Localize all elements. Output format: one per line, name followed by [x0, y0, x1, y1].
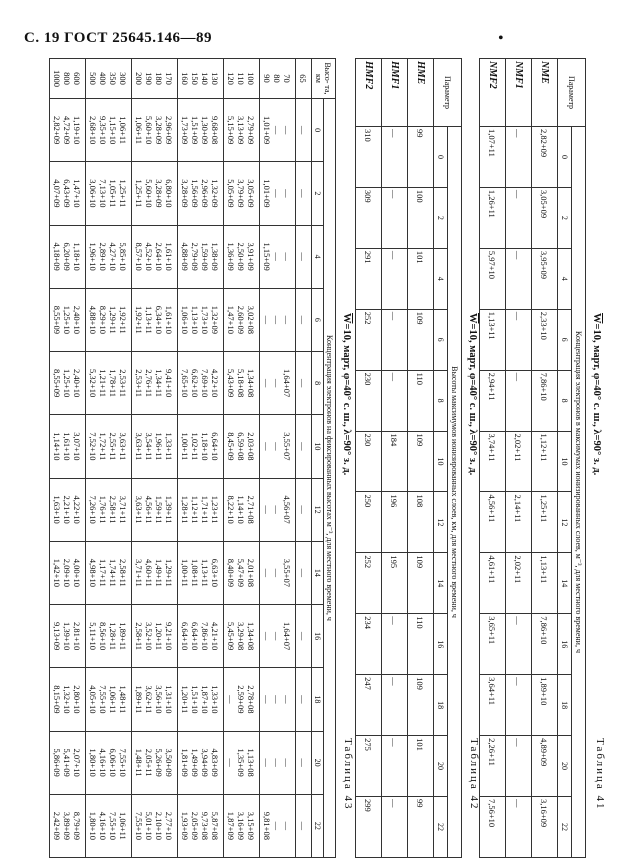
column-header-8: 8: [312, 352, 324, 415]
param-cell: HMF1: [382, 59, 408, 127]
column-header-2: 2: [312, 162, 324, 225]
value-cell: 109: [408, 553, 434, 614]
table-row-group: [86, 59, 132, 858]
value-cell: 1,06+11 7,55+10 4,16+10 1,80+10: [86, 794, 132, 857]
value-cell: 252: [356, 553, 382, 614]
value-cell: 7,86+10: [532, 614, 558, 675]
value-cell: — — 1,01+09: [260, 99, 296, 162]
value-cell: —: [506, 127, 532, 188]
value-cell: —: [296, 478, 312, 541]
value-cell: 247: [356, 675, 382, 736]
value-cell: — — —: [260, 288, 296, 351]
table-row-group: [224, 59, 260, 858]
value-cell: 3,91+09 2,50+09 1,36+09: [224, 225, 260, 288]
value-cell: 1,12+11: [532, 431, 558, 492]
column-header-10: 10: [312, 415, 324, 478]
height-cell: 65: [296, 59, 312, 99]
column-header-20: 20: [558, 736, 572, 797]
value-cell: 1,25+11 1,05+11 7,13+10 3,06+10: [86, 162, 132, 225]
value-cell: 1,29+11 1,49+11 4,60+11 3,71+11: [132, 541, 178, 604]
value-cell: —: [296, 288, 312, 351]
value-cell: 3,71+11 2,58+11 1,76+11 7,26+10: [86, 478, 132, 541]
table-row: [532, 59, 558, 858]
value-cell: —: [382, 309, 408, 370]
value-cell: 1,33+10 1,87+10 1,51+10 1,20+11: [178, 668, 224, 731]
value-cell: —: [382, 370, 408, 431]
table-row-group: [296, 59, 312, 858]
table-41-label: Таблица 41: [594, 738, 606, 811]
column-header-10: 10: [434, 431, 448, 492]
value-cell: 275: [356, 736, 382, 797]
column-header-10: 10: [558, 431, 572, 492]
value-cell: —: [382, 187, 408, 248]
table-43-label: Таблица 43: [342, 738, 354, 811]
value-cell: 1,38+09 1,59+09 2,79+09 4,88+09: [178, 225, 224, 288]
table-43-height-header: Высо- та, км: [312, 59, 336, 99]
value-cell: 9,41+10 1,34+11 2,76+11 2,53+11: [132, 352, 178, 415]
table-43-column-header-row: [312, 59, 324, 858]
value-cell: —: [506, 614, 532, 675]
value-cell: —: [296, 794, 312, 857]
value-cell: 2,01+08 5,47+09 8,40+09: [224, 541, 260, 604]
value-cell: 3,65+11: [480, 614, 506, 675]
value-cell: 1,34+08 5,18+08 5,43+09: [224, 352, 260, 415]
value-cell: 3,05+09 3,79+09 5,05+09: [224, 162, 260, 225]
column-header-16: 16: [558, 614, 572, 675]
column-header-0: 0: [434, 127, 448, 188]
value-cell: 1,26+11: [480, 187, 506, 248]
value-cell: —: [296, 225, 312, 288]
table-42-body: [356, 59, 434, 858]
value-cell: 2,79+09 3,13+09 5,15+09: [224, 99, 260, 162]
value-cell: 230: [356, 431, 382, 492]
value-cell: 1,13+11: [532, 553, 558, 614]
value-cell: —: [506, 370, 532, 431]
column-header-12: 12: [434, 492, 448, 553]
value-cell: 3,74+11: [480, 431, 506, 492]
table-41-subheader: Концентрация электронов в максимумах ионизированных слоев, м⁻³, для местного времени, ч: [572, 127, 586, 858]
param-cell: HME: [408, 59, 434, 127]
table-43-caption: [341, 313, 352, 475]
value-cell: —: [296, 605, 312, 668]
value-cell: — — —: [260, 731, 296, 794]
value-cell: — — 1,01+09: [260, 162, 296, 225]
value-cell: —: [296, 99, 312, 162]
height-cell: 100 110 120: [224, 59, 260, 99]
column-header-22: 22: [312, 794, 324, 857]
value-cell: 6,63+10 1,13+11 1,08+11 1,00+11: [178, 541, 224, 604]
value-cell: 196: [382, 492, 408, 553]
height-cell: 600 800 1000: [50, 59, 86, 99]
column-header-18: 18: [558, 675, 572, 736]
column-header-22: 22: [558, 796, 572, 857]
column-header-4: 4: [312, 225, 324, 288]
table-43: [49, 58, 336, 858]
value-cell: 2,03+08 6,59+08 8,45+09: [224, 415, 260, 478]
param-cell: NMF1: [506, 59, 532, 127]
value-cell: 6,64+10 1,18+10 1,02+11 1,00+11: [178, 415, 224, 478]
table-41-param-header: Параметр: [558, 59, 586, 127]
table-row: [480, 59, 506, 858]
value-cell: —: [296, 415, 312, 478]
margin-mark: •: [498, 30, 504, 47]
column-header-8: 8: [434, 370, 448, 431]
value-cell: 6,80+10 3,28+09 5,60+10 1,25+11: [132, 162, 178, 225]
value-cell: 5,87+08 9,73+08 2,05+09 1,93+09: [178, 794, 224, 857]
value-cell: 2,80+10 1,32+10 8,15+09: [50, 668, 86, 731]
value-cell: 4,56+11: [480, 492, 506, 553]
value-cell: 1,07+11: [480, 127, 506, 188]
value-cell: 230: [356, 370, 382, 431]
value-cell: 2,94+11: [480, 370, 506, 431]
value-cell: 7,56+10: [480, 796, 506, 857]
table-42-caption-w: $\overline{W}$: [467, 313, 478, 324]
value-cell: 1,39+11 1,59+11 4,56+11 3,63+11: [132, 478, 178, 541]
value-cell: 2,58+11 1,74+11 1,17+11 4,98+10: [86, 541, 132, 604]
value-cell: 2,53+11 1,78+11 1,21+11 5,32+10: [86, 352, 132, 415]
value-cell: 2,40+10 1,25+10 8,55+09: [50, 352, 86, 415]
table-41-body: [480, 59, 558, 858]
value-cell: 252: [356, 309, 382, 370]
param-cell: HMF2: [356, 59, 382, 127]
value-cell: 1,61+10 6,34+10 1,13+11 1,92+11: [132, 288, 178, 351]
column-header-2: 2: [558, 187, 572, 248]
column-header-4: 4: [558, 248, 572, 309]
value-cell: 1,19+10 4,72+09 2,82+09: [50, 99, 86, 162]
value-cell: 3,95+09: [532, 248, 558, 309]
value-cell: 309: [356, 187, 382, 248]
table-42-label: Таблица 42: [468, 738, 480, 811]
value-cell: 4,56+07 — —: [260, 478, 296, 541]
value-cell: 3,16+09: [532, 796, 558, 857]
page-header: С. 19 ГОСТ 25645.146—89: [24, 30, 212, 46]
table-row-group: [132, 59, 178, 858]
value-cell: 3,55+07 — —: [260, 541, 296, 604]
table-row: [382, 59, 408, 858]
value-cell: 101: [408, 736, 434, 797]
column-header-0: 0: [312, 99, 324, 162]
value-cell: 1,61+10 2,64+10 4,52+10 8,57+10: [132, 225, 178, 288]
value-cell: — — —: [260, 668, 296, 731]
value-cell: —: [506, 187, 532, 248]
column-header-6: 6: [434, 309, 448, 370]
value-cell: —: [382, 675, 408, 736]
table-43-caption-text: =10, март, φ=40° с. ш., λ=90° з. д.: [341, 323, 352, 476]
value-cell: 2,78+08 2,59+09 —: [224, 668, 260, 731]
value-cell: 1,13+08 1,35+09 —: [224, 731, 260, 794]
value-cell: —: [296, 162, 312, 225]
height-cell: 170 180 190 200: [132, 59, 178, 99]
column-header-6: 6: [312, 288, 324, 351]
column-header-14: 14: [312, 541, 324, 604]
column-header-4: 4: [434, 248, 448, 309]
table-41-caption-w: $\overline{W}$: [591, 313, 602, 324]
table-42-caption: [467, 313, 478, 475]
table-43-caption-w: $\overline{W}$: [341, 313, 352, 324]
value-cell: —: [382, 127, 408, 188]
value-cell: 3,63+11 2,55+11 1,72+11 7,52+10: [86, 415, 132, 478]
column-header-14: 14: [434, 553, 448, 614]
value-cell: 1,92+11 1,29+11 8,29+10 4,88+10: [86, 288, 132, 351]
column-header-20: 20: [434, 736, 448, 797]
value-cell: 2,02+11: [506, 553, 532, 614]
value-cell: —: [506, 309, 532, 370]
value-cell: 234: [356, 614, 382, 675]
table-row-group: [178, 59, 224, 858]
value-cell: 2,33+10: [532, 309, 558, 370]
value-cell: —: [506, 736, 532, 797]
value-cell: 1,48+11 1,06+11 7,55+10 4,05+10: [86, 668, 132, 731]
value-cell: 1,32+09 1,73+10 1,13+10 1,06+10: [178, 288, 224, 351]
value-cell: 2,07+10 5,41+09 5,86+09: [50, 731, 86, 794]
column-header-16: 16: [312, 605, 324, 668]
value-cell: 2,77+10 2,10+10 5,01+10 7,55+10: [132, 794, 178, 857]
param-cell: NME: [532, 59, 558, 127]
table-row: [408, 59, 434, 858]
value-cell: 3,55+07 — —: [260, 415, 296, 478]
column-header-22: 22: [434, 796, 448, 857]
table-41-caption: [591, 313, 602, 475]
column-header-0: 0: [558, 127, 572, 188]
param-cell: NMF2: [480, 59, 506, 127]
value-cell: —: [382, 796, 408, 857]
value-cell: —: [506, 796, 532, 857]
column-header-14: 14: [558, 553, 572, 614]
value-cell: 2,81+10 1,39+10 9,13+09: [50, 605, 86, 668]
value-cell: 99: [408, 127, 434, 188]
value-cell: 1,33+11 1,96+11 3,54+11 3,63+11: [132, 415, 178, 478]
value-cell: 2,82+09: [532, 127, 558, 188]
value-cell: — — 9,81+08: [260, 794, 296, 857]
value-cell: 3,02+08 2,60+09 1,47+10: [224, 288, 260, 351]
table-row: [506, 59, 532, 858]
value-cell: 3,07+10 1,61+10 1,14+10: [50, 415, 86, 478]
value-cell: 291: [356, 248, 382, 309]
height-cell: 130 140 150 160: [178, 59, 224, 99]
column-header-6: 6: [558, 309, 572, 370]
table-row-group: [50, 59, 86, 858]
value-cell: 1,89+11 1,28+11 8,56+10 5,11+10: [86, 605, 132, 668]
value-cell: 299: [356, 796, 382, 857]
value-cell: 8,79+09 3,89+09 2,42+09: [50, 794, 86, 857]
table-row: [356, 59, 382, 858]
value-cell: — — 1,15+09: [260, 225, 296, 288]
value-cell: 109: [408, 431, 434, 492]
value-cell: 250: [356, 492, 382, 553]
column-header-12: 12: [312, 478, 324, 541]
value-cell: 1,32+09 2,96+09 1,56+09 3,28+09: [178, 162, 224, 225]
column-header-12: 12: [558, 492, 572, 553]
table-41: [479, 58, 586, 858]
value-cell: 1,31+10 3,56+10 3,62+11 1,89+11: [132, 668, 178, 731]
value-cell: 99: [408, 796, 434, 857]
value-cell: —: [296, 541, 312, 604]
value-cell: 5,85+10 4,27+10 2,89+10 1,96+10: [86, 225, 132, 288]
column-header-16: 16: [434, 614, 448, 675]
column-header-18: 18: [434, 675, 448, 736]
value-cell: 2,02+11: [506, 431, 532, 492]
column-header-20: 20: [312, 731, 324, 794]
table-43-body: [50, 59, 312, 858]
value-cell: 1,18+10 6,20+09 4,18+09: [50, 225, 86, 288]
value-cell: —: [506, 675, 532, 736]
value-cell: 4,21+10 7,86+10 6,64+10 6,64+10: [178, 605, 224, 668]
table-42-column-header-row: [434, 59, 448, 858]
value-cell: —: [296, 668, 312, 731]
value-cell: 1,34+08 3,29+08 5,45+09: [224, 605, 260, 668]
value-cell: 9,21+10 1,20+11 3,52+10 2,58+11: [132, 605, 178, 668]
value-cell: 3,15+09 3,16+09 1,87+09: [224, 794, 260, 857]
table-42-caption-text: =10, март, φ=40° с. ш., λ=90° з. д.: [467, 323, 478, 476]
table-42-param-header: Параметр: [434, 59, 462, 127]
value-cell: 2,26+11: [480, 736, 506, 797]
value-cell: 109: [408, 309, 434, 370]
value-cell: 108: [408, 492, 434, 553]
value-cell: 4,89+09: [532, 736, 558, 797]
rotated-content: [18, 58, 606, 858]
value-cell: 4,00+10 2,09+10 1,42+10: [50, 541, 86, 604]
value-cell: 2,71+08 1,14+10 8,22+10: [224, 478, 260, 541]
value-cell: 4,22+10 2,21+10 1,63+10: [50, 478, 86, 541]
value-cell: 195: [382, 553, 408, 614]
value-cell: 2,96+09 3,28+09 5,60+10 1,06+11: [132, 99, 178, 162]
value-cell: —: [382, 614, 408, 675]
value-cell: 1,13+11: [480, 309, 506, 370]
table-41-column-header-row: [558, 59, 572, 858]
value-cell: 1,64+07 — —: [260, 352, 296, 415]
value-cell: 1,25+11: [532, 492, 558, 553]
value-cell: 1,64+07 — —: [260, 605, 296, 668]
table-42: [355, 58, 462, 858]
value-cell: 4,61+11: [480, 553, 506, 614]
value-cell: 1,47+10 6,43+09 4,07+09: [50, 162, 86, 225]
column-header-8: 8: [558, 370, 572, 431]
value-cell: 100: [408, 187, 434, 248]
height-cell: 300 350 400 500: [86, 59, 132, 99]
value-cell: —: [296, 352, 312, 415]
value-cell: 3,64+11: [480, 675, 506, 736]
height-cell: 70 80 90: [260, 59, 296, 99]
value-cell: 2,40+10 1,25+10 8,55+09: [50, 288, 86, 351]
table-43-subheader: Концентрация электронов на фиксированных высотах м⁻³, для местного времени, ч: [324, 99, 336, 858]
value-cell: 1,06+11 1,15+10 9,35+10 2,68+10: [86, 99, 132, 162]
value-cell: 1,89+10: [532, 675, 558, 736]
value-cell: 7,55+10 6,06+10 4,16+10 1,80+10: [86, 731, 132, 794]
value-cell: 184: [382, 431, 408, 492]
column-header-18: 18: [312, 668, 324, 731]
value-cell: 9,68+08 1,30+09 1,51+09 1,73+09: [178, 99, 224, 162]
table-41-caption-text: =10, март, φ=40° с. ш., λ=90° з. д.: [591, 323, 602, 476]
value-cell: 101: [408, 248, 434, 309]
value-cell: 4,22+10 7,69+10 6,62+10 7,65+10: [178, 352, 224, 415]
value-cell: —: [296, 731, 312, 794]
value-cell: 310: [356, 127, 382, 188]
value-cell: 110: [408, 370, 434, 431]
value-cell: 110: [408, 614, 434, 675]
value-cell: —: [382, 736, 408, 797]
value-cell: 4,83+09 3,94+09 1,49+09 1,81+09: [178, 731, 224, 794]
value-cell: —: [506, 248, 532, 309]
value-cell: 7,86+10: [532, 370, 558, 431]
value-cell: 5,97+10: [480, 248, 506, 309]
table-row-group: [260, 59, 296, 858]
value-cell: 109: [408, 675, 434, 736]
value-cell: 3,05+09: [532, 187, 558, 248]
column-header-2: 2: [434, 187, 448, 248]
table-42-subheader: Высоты максимумов ионизированных слоев, км, для местного времени, ч: [448, 127, 462, 858]
value-cell: —: [382, 248, 408, 309]
value-cell: 1,23+11 1,71+11 1,12+11 1,28+11: [178, 478, 224, 541]
value-cell: 2,14+11: [506, 492, 532, 553]
value-cell: 3,50+09 5,26+09 2,05+11 1,48+11: [132, 731, 178, 794]
